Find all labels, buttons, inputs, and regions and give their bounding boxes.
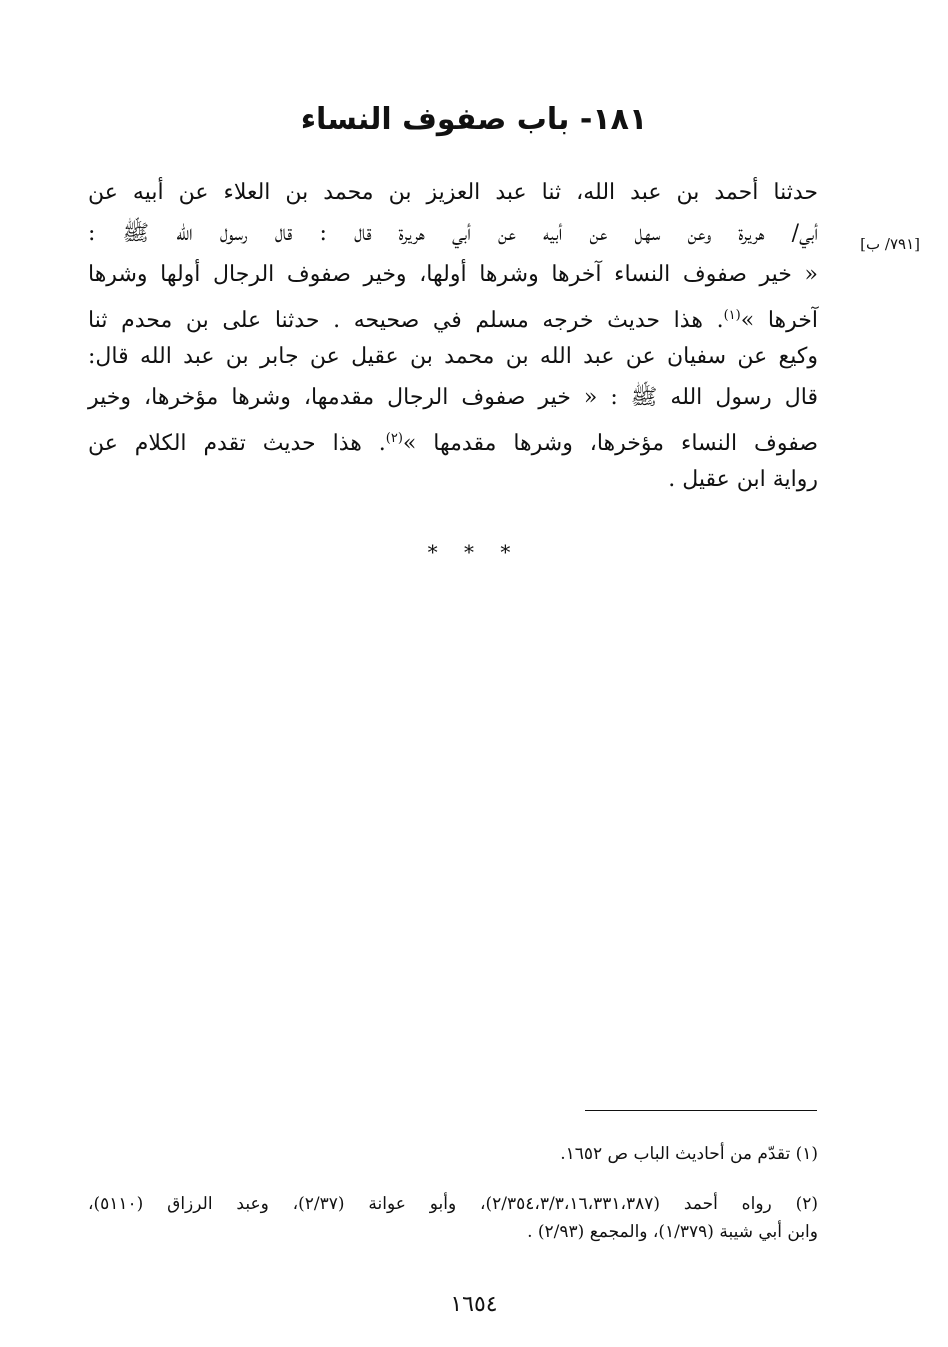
- body-text-fragment: آخرها »: [740, 308, 818, 333]
- footnotes: [88, 1140, 818, 1246]
- body-text-fragment: صفوف النساء مؤخرها، وشرها مقدمها »: [402, 431, 819, 456]
- page-number: ١٦٥٤: [450, 1292, 498, 1317]
- body-line: أبي/ هريرة وعن سهل عن أبيه عن أبي هريرة قال : قال رسول الله ﷺ :: [88, 221, 818, 246]
- body-text-fragment: . هذا حديث تقدم الكلام عن: [88, 431, 386, 456]
- chapter-title: ١٨١- باب صفوف النساء: [300, 102, 648, 137]
- footnote-marker-2: (٢): [385, 431, 403, 446]
- body-line: رواية ابن عقيل .: [668, 467, 818, 492]
- body-text-fragment: . هذا حديث خرجه مسلم في صحيحه . حدثنا على بن محدم ثنا: [88, 308, 724, 333]
- body-text: [88, 172, 818, 500]
- body-line: « خير صفوف النساء آخرها وشرها أولها، وخير صفوف الرجال أولها وشرها: [88, 262, 818, 287]
- body-line: وكيع عن سفيان عن عبد الله بن محمد بن عقيل عن جابر بن عبد الله قال:: [88, 344, 818, 369]
- footnote-line: (٢) رواه أحمد (٢/٣٥٤،٣/٣،١٦،٣٣١،٣٨٧)، وأبو عوانة (٢/٣٧)، وعبد الرزاق (٥١١٠)،: [88, 1194, 818, 1214]
- footnote-2: [88, 1190, 818, 1246]
- footnote-line: (١) تقدّم من أحاديث الباب ص ١٦٥٢.: [560, 1144, 818, 1164]
- body-line: [88, 295, 818, 336]
- footnote-line: وابن أبي شيبة (١/٣٧٩)، والمجمع (٢/٩٣) .: [527, 1222, 818, 1242]
- footnote-marker-1: (١): [723, 308, 741, 323]
- body-line: [88, 418, 818, 459]
- body-line: قال رسول الله ﷺ : « خير صفوف الرجال مقدمها، وشرها مؤخرها، وخير: [88, 385, 818, 410]
- footnote-1: [88, 1140, 818, 1168]
- manuscript-folio-note: [٧٩١/ ب]: [860, 235, 920, 253]
- body-line: حدثنا أحمد بن عبد الله، ثنا عبد العزيز بن محمد بن العلاء عن أبيه عن: [88, 180, 818, 205]
- footnote-divider: [585, 1110, 817, 1111]
- section-separator: * * *: [427, 540, 521, 564]
